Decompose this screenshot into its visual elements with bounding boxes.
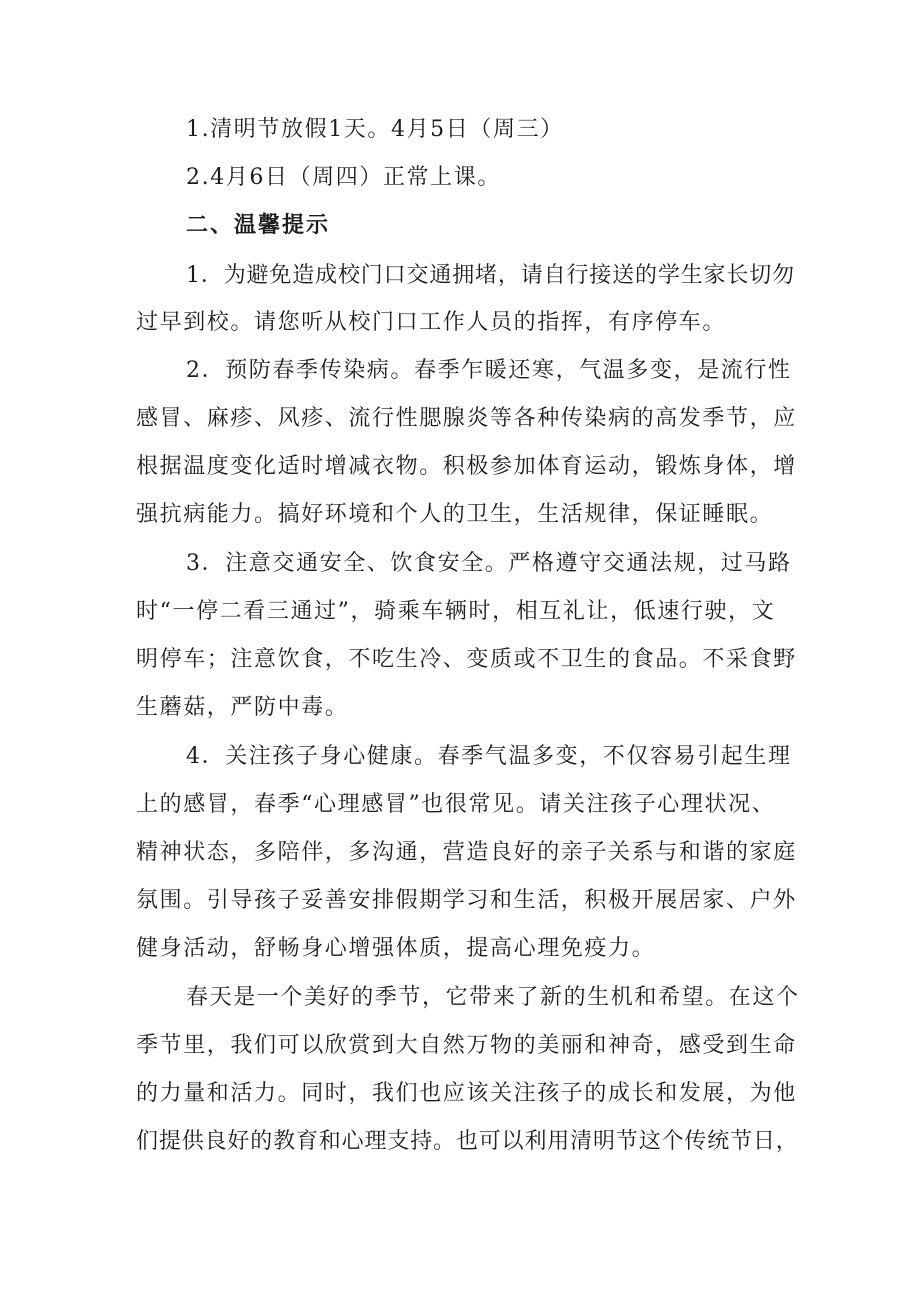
holiday-item-2: 2.4月6日（周四）正常上课。	[186, 165, 501, 190]
tip-4-line-5: 健身活动，舒畅身心增强体质，提高心理免疫力。	[136, 936, 656, 961]
tip-4-line-3: 精神状态，多陪伴，多沟通，营造良好的亲子关系与和谐的家庭	[136, 840, 797, 865]
section-heading: 二、温馨提示	[186, 213, 331, 238]
tip-3-line-4: 生蘑菇，严防中毒。	[136, 695, 349, 720]
tip-4-line-1: 4．关注孩子身心健康。春季气温多变，不仅容易引起生理	[186, 744, 792, 769]
tip-3-line-2: 时“一停二看三通过”，骑乘车辆时，相互礼让，低速行驶，文	[136, 599, 776, 624]
holiday-item-1: 1.清明节放假1天。4月5日（周三）	[186, 117, 564, 142]
tip-1-line-1: 1．为避免造成校门口交通拥堵，请自行接送的学生家长切勿	[186, 263, 795, 288]
tip-1-line-2: 过早到校。请您听从校门口工作人员的指挥，有序停车。	[136, 310, 727, 335]
tip-3-line-1: 3．注意交通安全、饮食安全。严格遵守交通法规，过马路	[186, 551, 792, 576]
closing-line-3: 的力量和活力。同时，我们也应该关注孩子的成长和发展，为他	[136, 1081, 797, 1106]
tip-4-line-2: 上的感冒，春季“心理感冒”也很常见。请关注孩子心理状况、	[136, 792, 776, 817]
tip-2-line-3: 根据温度变化适时增减衣物。积极参加体育运动，锻炼身体，增	[136, 454, 797, 479]
closing-line-1: 春天是一个美好的季节，它带来了新的生机和希望。在这个	[186, 985, 800, 1010]
tip-2-line-1: 2．预防春季传染病。春季乍暖还寒，气温多变，是流行性	[186, 358, 792, 383]
tip-3-line-3: 明停车；注意饮食，不吃生冷、变质或不卫生的食品。不采食野	[136, 647, 797, 672]
tip-2-line-2: 感冒、麻疹、风疹、流行性腮腺炎等各种传染病的高发季节，应	[136, 406, 797, 431]
closing-line-2: 季节里，我们可以欣赏到大自然万物的美丽和神奇，感受到生命	[136, 1033, 797, 1058]
tip-4-line-4: 氛围。引导孩子妥善安排假期学习和生活，积极开展居家、户外	[136, 888, 797, 913]
tip-2-line-4: 强抗病能力。搞好环境和个人的卫生，生活规律，保证睡眠。	[136, 502, 774, 527]
closing-line-4: 们提供良好的教育和心理支持。也可以利用清明节这个传统节日，	[136, 1129, 799, 1154]
